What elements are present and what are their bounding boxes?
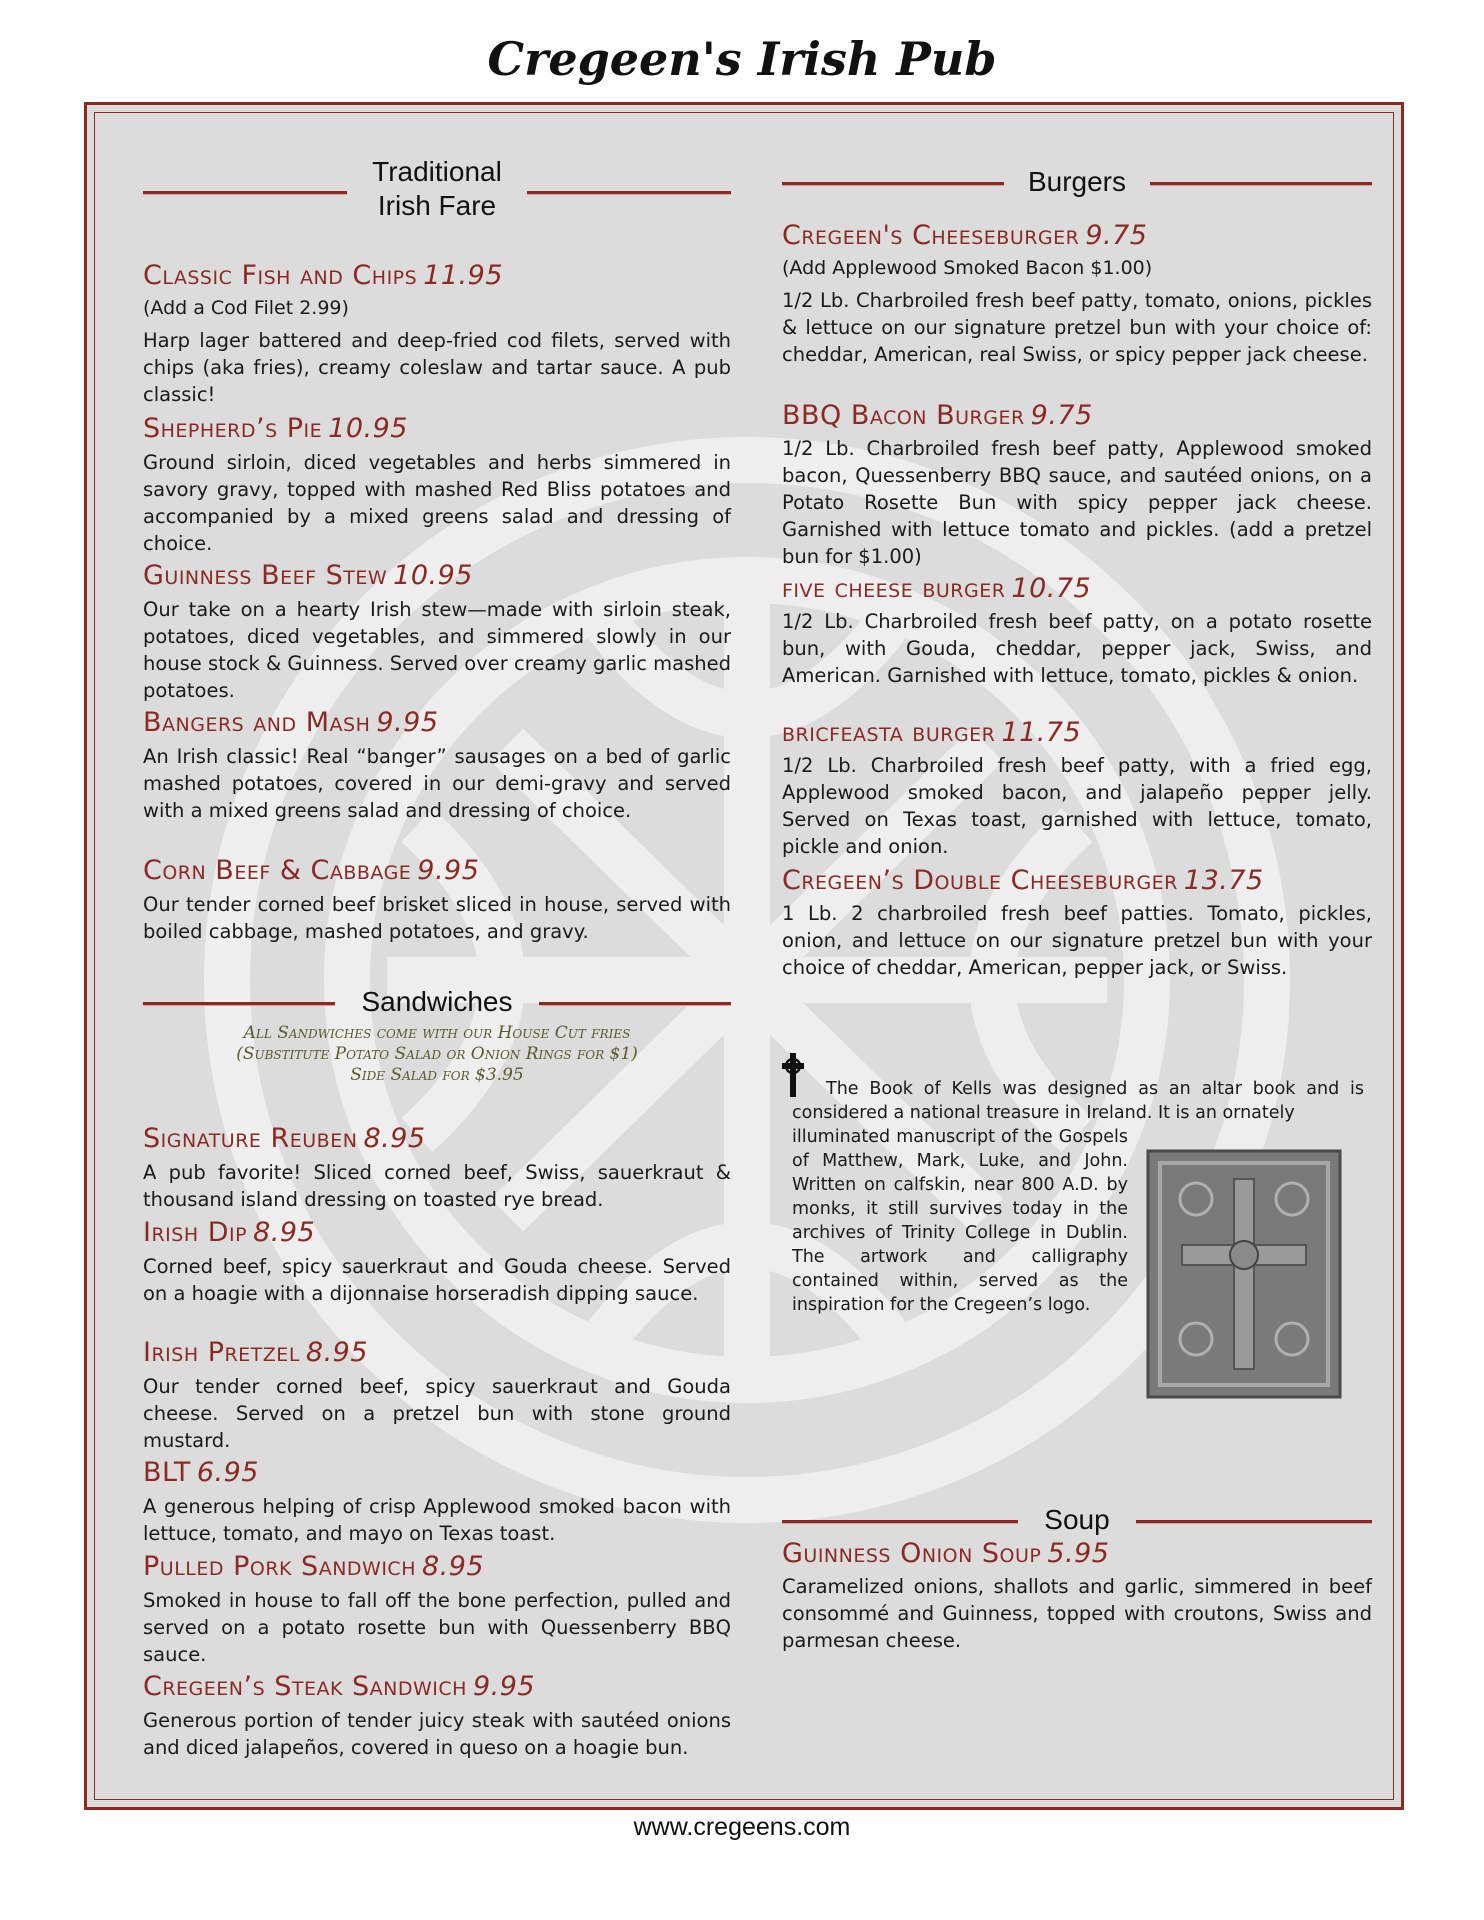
item-description: A pub favorite! Sliced corned beef, Swiss, sauerkraut & thousand island dressing on toasted rye bread. [143, 1161, 731, 1211]
item-description: 1/2 Lb. Charbroiled fresh beef patty, tomato, onions, pickles & lettuce on our signature pretzel bun with your choice of: cheddar, American, real Swiss, or spicy pepper jack cheese. [782, 289, 1372, 366]
kells-intro: The Book of Kells was designed as an altar book and is considered a national treasure in Ireland. It is an ornately [792, 1079, 1364, 1123]
traditional-heading-line1: Traditional [372, 156, 502, 187]
item-price: 8.95 [305, 1337, 369, 1368]
menu-item-title [782, 717, 1372, 749]
item-name: Guinness Beef Stew [143, 560, 388, 591]
book-cover-image [1146, 1149, 1342, 1399]
item-price: 8.95 [253, 1217, 316, 1248]
item-name: Corn Beef & Cabbage [143, 855, 412, 886]
item-price: 5.95 [1047, 1538, 1110, 1569]
item-description: 1/2 Lb. Charbroiled fresh beef patty, with a fried egg, Applewood smoked bacon, and jalapeño pepper jelly. Served on Texas toast, garnished with lettuce, tomato, pickle and onion. [782, 754, 1372, 858]
menu-item-title [143, 1217, 731, 1249]
pub-title: Cregeen's Irish Pub [487, 32, 997, 86]
item-name: Irish Dip [143, 1217, 248, 1248]
menu-item-title [143, 1337, 731, 1369]
item-name: Bangers and Mash [143, 707, 371, 738]
item-price: 11.75 [1001, 717, 1082, 748]
item-price: 10.95 [393, 560, 473, 591]
menu-item-title [782, 865, 1372, 897]
item-description: Caramelized onions, shallots and garlic, simmered in beef consommé and Guinness, topped with croutons, Swiss and parmesan cheese. [782, 1575, 1372, 1652]
item-price: 10.95 [328, 413, 408, 444]
item-price: 8.95 [421, 1551, 485, 1582]
item-name: Cregeen's Cheeseburger [782, 220, 1080, 251]
menu-item-title [782, 400, 1372, 432]
menu-item-title [143, 1123, 731, 1155]
website-url[interactable]: www.cregeens.com [633, 1813, 851, 1841]
menu-panel [84, 102, 1404, 1810]
item-name: Irish Pretzel [143, 1337, 300, 1368]
item-name: Cregeen’s Steak Sandwich [143, 1671, 467, 1702]
item-name: Cregeen’s Double Cheeseburger [782, 865, 1178, 896]
sandwiches-heading-label: Sandwiches [361, 986, 513, 1017]
item-name: bricfeasta burger [782, 717, 996, 748]
item-name: Classic Fish and Chips [143, 260, 418, 291]
item-name: BBQ Bacon Burger [782, 400, 1025, 431]
item-description: Our tender corned beef, spicy sauerkraut and Gouda cheese. Served on a pretzel bun with stone ground mustard. [143, 1375, 731, 1452]
burgers-heading-label: Burgers [1027, 166, 1127, 197]
item-description: Our tender corned beef brisket sliced in house, served with boiled cabbage, mashed potatoes, and gravy. [143, 893, 731, 943]
menu-item-title [143, 855, 731, 887]
item-description: An Irish classic! Real “banger” sausages on a bed of garlic mashed potatoes, covered in our demi-gravy and served with a mixed greens salad and dressing of choice. [143, 745, 731, 822]
menu-item-title [143, 413, 731, 445]
item-description: Generous portion of tender juicy steak with sautéed onions and diced jalapeños, covered in queso on a hoagie bun. [143, 1709, 731, 1759]
sandwich-note: (Substitute Potato Salad or Onion Rings for $1) [236, 1044, 638, 1064]
item-note: (Add Applewood Smoked Bacon $1.00) [782, 257, 1153, 279]
item-note: (Add a Cod Filet 2.99) [143, 297, 349, 319]
menu-item-title [782, 220, 1372, 252]
item-price: 13.75 [1183, 865, 1264, 896]
menu-item-title [143, 1457, 731, 1489]
item-price: 11.95 [423, 260, 503, 291]
item-name: Shepherd’s Pie [143, 413, 323, 444]
item-description: Corned beef, spicy sauerkraut and Gouda cheese. Served on a hoagie with a dijonnaise horseradish dipping sauce. [143, 1255, 731, 1305]
item-description: Our take on a hearty Irish stew—made with sirloin steak, potatoes, diced vegetables, and simmered slowly in our house stock & Guinness. Served over creamy garlic mashed potatoes. [143, 598, 731, 702]
item-description: 1/2 Lb. Charbroiled fresh beef patty, Applewood smoked bacon, Quessenberry BBQ sauce, and sautéed onions, on a Potato Rosette Bun with spicy pepper jack cheese. Garnished with lettuce tomato and pickles. (add a pretzel bun for $1.00) [782, 437, 1372, 568]
item-description: A generous helping of crisp Applewood smoked bacon with lettuce, tomato, and mayo on Texas toast. [143, 1495, 731, 1545]
item-price: 9.95 [376, 707, 439, 738]
menu-item-title [143, 707, 731, 739]
item-price: 8.95 [363, 1123, 426, 1154]
menu-item-title [143, 1551, 731, 1583]
item-price: 10.75 [1011, 573, 1092, 604]
sandwich-note: All Sandwiches come with our House Cut fries [243, 1023, 631, 1043]
item-description: Harp lager battered and deep-fried cod filets, served with chips (aka fries), creamy coleslaw and tartar sauce. A pub classic! [143, 329, 731, 406]
item-name: Guinness Onion Soup [782, 1538, 1042, 1569]
soup-heading-label: Soup [1044, 1504, 1110, 1535]
menu-item-title [782, 573, 1372, 605]
menu-item-title [143, 260, 731, 292]
item-description: Smoked in house to fall off the bone perfection, pulled and served on a potato rosette bun with Quessenberry BBQ sauce. [143, 1589, 731, 1666]
item-name: five cheese burger [782, 573, 1006, 604]
item-price: 6.95 [196, 1457, 259, 1488]
menu-item-title [143, 560, 731, 592]
kells-body: illuminated manuscript of the Gospels of Matthew, Mark, Luke, and John. Written on calfskin, near 800 A.D. by monks, it still survives today in the archives of Trinity College in Dublin. The artwork and calligraphy contained within, served as the inspiration for the Cregeen’s logo. [792, 1127, 1128, 1315]
item-name: Signature Reuben [143, 1123, 358, 1154]
item-description: Ground sirloin, diced vegetables and herbs simmered in savory gravy, topped with mashed Red Bliss potatoes and accompanied by a mixed greens salad and dressing of choice. [143, 451, 731, 555]
item-description: 1/2 Lb. Charbroiled fresh beef patty, on a potato rosette bun, with Gouda, cheddar, pepper jack, Swiss, and American. Garnished with lettuce, tomato, pickles & onion. [782, 610, 1372, 687]
menu-item-title [782, 1538, 1372, 1570]
sandwich-note: Side Salad for $3.95 [350, 1065, 524, 1085]
item-description: 1 Lb. 2 charbroiled fresh beef patties. Tomato, pickles, onion, and lettuce on our signature pretzel bun with your choice of cheddar, American, pepper jack, or Swiss. [782, 902, 1372, 979]
menu-item-title [143, 1671, 731, 1703]
traditional-heading-line2: Irish Fare [377, 190, 497, 221]
item-price: 9.95 [472, 1671, 536, 1702]
item-price: 9.95 [417, 855, 480, 886]
item-price: 9.75 [1085, 220, 1148, 251]
item-price: 9.75 [1030, 400, 1093, 431]
item-name: Pulled Pork Sandwich [143, 1551, 416, 1582]
item-name: BLT [143, 1457, 191, 1488]
